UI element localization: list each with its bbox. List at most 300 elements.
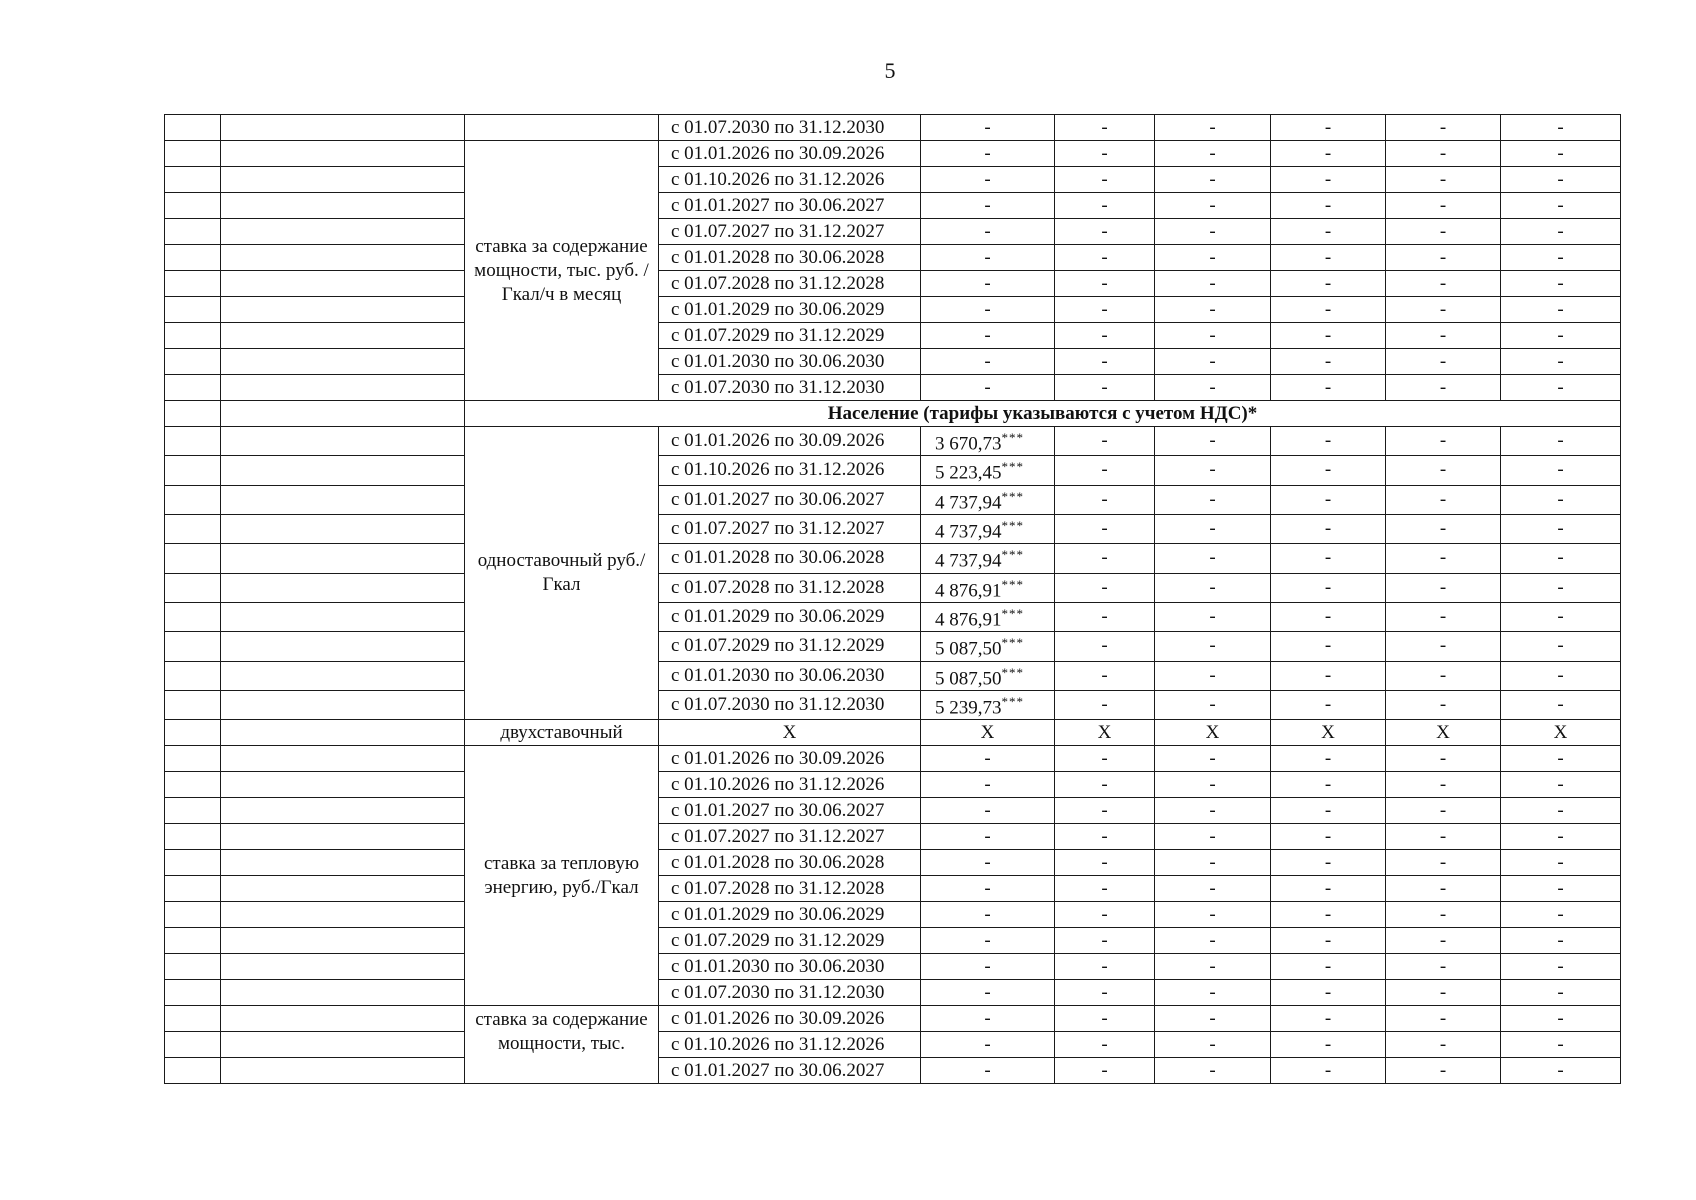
dash-cell: - <box>1055 746 1155 772</box>
dash-cell: - <box>1501 456 1621 485</box>
period-cell: с 01.07.2027 по 31.12.2027 <box>659 219 921 245</box>
organization-cell <box>221 375 465 401</box>
dash-cell: - <box>1155 375 1271 401</box>
dash-cell: - <box>1271 167 1386 193</box>
dash-cell: - <box>1501 1006 1621 1032</box>
dash-cell: - <box>1055 573 1155 602</box>
dash-cell: - <box>1271 798 1386 824</box>
dash-cell: - <box>1501 798 1621 824</box>
dash-cell: - <box>1055 850 1155 876</box>
dash-cell: - <box>1271 602 1386 631</box>
dash-cell: - <box>1155 219 1271 245</box>
dash-cell: - <box>1271 297 1386 323</box>
dash-cell: - <box>1155 690 1271 719</box>
organization-cell <box>221 297 465 323</box>
dash-cell: - <box>1501 746 1621 772</box>
not-applicable-mark: X <box>1501 720 1621 746</box>
dash-cell: - <box>1055 115 1155 141</box>
dash-cell: - <box>1386 632 1501 661</box>
dash-cell: - <box>1501 772 1621 798</box>
dash-cell: - <box>1155 824 1271 850</box>
organization-cell <box>221 115 465 141</box>
table-row <box>165 115 1621 141</box>
table-row <box>165 193 1621 219</box>
dash-cell: - <box>1155 928 1271 954</box>
tariff-value-cell <box>921 544 1055 573</box>
footnote-mark: *** <box>1001 635 1024 651</box>
dash-cell: - <box>1501 902 1621 928</box>
table-row <box>165 772 1621 798</box>
period-cell: с 01.01.2027 по 30.06.2027 <box>659 485 921 514</box>
period-cell: с 01.10.2026 по 31.12.2026 <box>659 167 921 193</box>
table-row <box>165 323 1621 349</box>
footnote-mark: *** <box>1001 459 1024 475</box>
dash-cell: - <box>1271 323 1386 349</box>
dash-cell: - <box>1271 954 1386 980</box>
dash-cell: - <box>921 219 1055 245</box>
table-row <box>165 485 1621 514</box>
dash-cell: - <box>1386 219 1501 245</box>
dash-cell: - <box>1386 167 1501 193</box>
dash-cell: - <box>921 824 1055 850</box>
dash-cell: - <box>1155 167 1271 193</box>
tariff-value: 5 223,45 <box>935 462 1002 484</box>
dash-cell: - <box>1055 456 1155 485</box>
not-applicable-mark: X <box>1386 720 1501 746</box>
organization-cell <box>221 514 465 543</box>
organization-cell <box>221 1006 465 1032</box>
not-applicable-mark: X <box>659 720 921 746</box>
tariff-table <box>164 114 1621 1084</box>
number-cell <box>165 798 221 824</box>
dash-cell: - <box>1155 323 1271 349</box>
table-row <box>165 375 1621 401</box>
number-cell <box>165 1032 221 1058</box>
dash-cell: - <box>1386 824 1501 850</box>
number-cell <box>165 427 221 456</box>
organization-cell <box>221 167 465 193</box>
dash-cell: - <box>1386 271 1501 297</box>
table-row <box>165 1058 1621 1084</box>
period-cell: с 01.01.2028 по 30.06.2028 <box>659 850 921 876</box>
dash-cell: - <box>1055 824 1155 850</box>
dash-cell: - <box>921 1058 1055 1084</box>
period-cell: с 01.07.2030 по 31.12.2030 <box>659 690 921 719</box>
dash-cell: - <box>1055 902 1155 928</box>
dash-cell: - <box>1386 544 1501 573</box>
organization-cell <box>221 349 465 375</box>
tariff-type-label: ставка за содержание мощности, тыс. руб. /Гкал/ч в месяц <box>465 141 659 401</box>
organization-cell <box>221 427 465 456</box>
not-applicable-mark: X <box>921 720 1055 746</box>
number-cell <box>165 349 221 375</box>
dash-cell: - <box>1271 824 1386 850</box>
table-row <box>165 349 1621 375</box>
table-row <box>165 954 1621 980</box>
table-row <box>165 167 1621 193</box>
dash-cell: - <box>1055 514 1155 543</box>
number-cell <box>165 1058 221 1084</box>
number-cell <box>165 456 221 485</box>
dash-cell: - <box>1155 954 1271 980</box>
dash-cell: - <box>1271 141 1386 167</box>
dash-cell: - <box>1155 514 1271 543</box>
dash-cell: - <box>1386 375 1501 401</box>
dash-cell: - <box>1155 1032 1271 1058</box>
dash-cell: - <box>1386 602 1501 631</box>
organization-cell <box>221 798 465 824</box>
dash-cell: - <box>1501 485 1621 514</box>
table-row <box>165 746 1621 772</box>
dash-cell: - <box>921 1006 1055 1032</box>
dash-cell: - <box>1501 850 1621 876</box>
dash-cell: - <box>1155 602 1271 631</box>
tariff-value-cell <box>921 602 1055 631</box>
dash-cell: - <box>1155 573 1271 602</box>
dash-cell: - <box>1501 954 1621 980</box>
dash-cell: - <box>1271 573 1386 602</box>
dash-cell: - <box>1386 1006 1501 1032</box>
dash-cell: - <box>1155 349 1271 375</box>
dash-cell: - <box>1271 485 1386 514</box>
period-cell: с 01.01.2030 по 30.06.2030 <box>659 349 921 375</box>
table-row <box>165 544 1621 573</box>
tariff-value: 4 737,94 <box>935 491 1002 513</box>
dash-cell: - <box>1501 690 1621 719</box>
period-cell: с 01.01.2026 по 30.09.2026 <box>659 746 921 772</box>
number-cell <box>165 271 221 297</box>
organization-cell <box>221 485 465 514</box>
number-cell <box>165 193 221 219</box>
organization-cell <box>221 573 465 602</box>
dash-cell: - <box>1501 271 1621 297</box>
footnote-mark: *** <box>1001 576 1024 592</box>
dash-cell: - <box>1155 980 1271 1006</box>
dash-cell: - <box>1055 427 1155 456</box>
dash-cell: - <box>921 876 1055 902</box>
dash-cell: - <box>1271 902 1386 928</box>
dash-cell: - <box>1155 141 1271 167</box>
table-row <box>165 427 1621 456</box>
dash-cell: - <box>1386 1032 1501 1058</box>
dash-cell: - <box>1155 115 1271 141</box>
dash-cell: - <box>921 928 1055 954</box>
dash-cell: - <box>1155 485 1271 514</box>
dash-cell: - <box>921 850 1055 876</box>
organization-cell <box>221 720 465 746</box>
number-cell <box>165 514 221 543</box>
tariff-value: 4 876,91 <box>935 609 1002 631</box>
dash-cell: - <box>1271 772 1386 798</box>
organization-cell <box>221 219 465 245</box>
number-cell <box>165 115 221 141</box>
table-row <box>165 850 1621 876</box>
dash-cell: - <box>1386 902 1501 928</box>
dash-cell: - <box>1386 850 1501 876</box>
number-cell <box>165 544 221 573</box>
dash-cell: - <box>1055 798 1155 824</box>
number-cell <box>165 401 221 427</box>
dash-cell: - <box>921 1032 1055 1058</box>
dash-cell: - <box>1386 245 1501 271</box>
dash-cell: - <box>1155 427 1271 456</box>
period-cell: с 01.01.2027 по 30.06.2027 <box>659 1058 921 1084</box>
number-cell <box>165 876 221 902</box>
dash-cell: - <box>1055 1006 1155 1032</box>
dash-cell: - <box>1055 485 1155 514</box>
dash-cell: - <box>1501 824 1621 850</box>
dash-cell: - <box>1055 375 1155 401</box>
period-cell: с 01.07.2028 по 31.12.2028 <box>659 573 921 602</box>
dash-cell: - <box>1386 115 1501 141</box>
tariff-value-cell <box>921 573 1055 602</box>
organization-cell <box>221 928 465 954</box>
dash-cell: - <box>1271 928 1386 954</box>
dash-cell: - <box>1155 297 1271 323</box>
tariff-value: 4 876,91 <box>935 579 1002 601</box>
dash-cell: - <box>1155 850 1271 876</box>
period-cell: с 01.07.2030 по 31.12.2030 <box>659 980 921 1006</box>
period-cell: с 01.10.2026 по 31.12.2026 <box>659 772 921 798</box>
dash-cell: - <box>921 271 1055 297</box>
dash-cell: - <box>1055 661 1155 690</box>
table-row <box>165 798 1621 824</box>
dash-cell: - <box>1386 427 1501 456</box>
number-cell <box>165 323 221 349</box>
dash-cell: - <box>1055 1058 1155 1084</box>
number-cell <box>165 297 221 323</box>
dash-cell: - <box>1155 772 1271 798</box>
table-row <box>165 456 1621 485</box>
dash-cell: - <box>1155 876 1271 902</box>
tariff-value: 5 239,73 <box>935 697 1002 719</box>
dash-cell: - <box>1501 167 1621 193</box>
dash-cell: - <box>1271 219 1386 245</box>
table-row <box>165 1032 1621 1058</box>
dash-cell: - <box>1501 349 1621 375</box>
dash-cell: - <box>921 375 1055 401</box>
table-row <box>165 573 1621 602</box>
number-cell <box>165 954 221 980</box>
table-row <box>165 271 1621 297</box>
number-cell <box>165 219 221 245</box>
table-row <box>165 245 1621 271</box>
period-cell: с 01.01.2030 по 30.06.2030 <box>659 954 921 980</box>
dash-cell: - <box>1055 271 1155 297</box>
dash-cell: - <box>1055 323 1155 349</box>
number-cell <box>165 661 221 690</box>
tariff-value-cell <box>921 632 1055 661</box>
footnote-mark: *** <box>1001 693 1024 709</box>
dash-cell: - <box>1501 427 1621 456</box>
number-cell <box>165 1006 221 1032</box>
table-row <box>165 602 1621 631</box>
tariff-value: 4 737,94 <box>935 550 1002 572</box>
organization-cell <box>221 1058 465 1084</box>
period-cell: с 01.07.2027 по 31.12.2027 <box>659 824 921 850</box>
organization-cell <box>221 850 465 876</box>
dash-cell: - <box>1055 167 1155 193</box>
organization-cell <box>221 401 465 427</box>
period-cell: с 01.01.2027 по 30.06.2027 <box>659 193 921 219</box>
period-cell: с 01.01.2029 по 30.06.2029 <box>659 902 921 928</box>
period-cell: с 01.07.2027 по 31.12.2027 <box>659 514 921 543</box>
dash-cell: - <box>1055 219 1155 245</box>
dash-cell: - <box>1271 746 1386 772</box>
organization-cell <box>221 746 465 772</box>
dash-cell: - <box>1386 772 1501 798</box>
dash-cell: - <box>1271 349 1386 375</box>
dash-cell: - <box>1386 928 1501 954</box>
table-row <box>165 297 1621 323</box>
dash-cell: - <box>1271 1006 1386 1032</box>
tariff-value-cell <box>921 661 1055 690</box>
dash-cell: - <box>1271 427 1386 456</box>
number-cell <box>165 485 221 514</box>
period-cell: с 01.07.2029 по 31.12.2029 <box>659 632 921 661</box>
tariff-table-body <box>165 115 1621 1084</box>
dash-cell: - <box>921 902 1055 928</box>
period-cell: с 01.07.2029 по 31.12.2029 <box>659 323 921 349</box>
dash-cell: - <box>1155 746 1271 772</box>
tariff-value-cell <box>921 427 1055 456</box>
number-cell <box>165 824 221 850</box>
tariff-value: 4 737,94 <box>935 521 1002 543</box>
period-cell: с 01.01.2028 по 30.06.2028 <box>659 544 921 573</box>
period-cell: с 01.01.2028 по 30.06.2028 <box>659 245 921 271</box>
tariff-type-label: ставка за содержание мощности, тыс. <box>465 1006 659 1084</box>
dash-cell: - <box>1386 954 1501 980</box>
dash-cell: - <box>1271 375 1386 401</box>
tariff-type-label: одноставочный руб./Гкал <box>465 427 659 720</box>
period-cell: с 01.10.2026 по 31.12.2026 <box>659 1032 921 1058</box>
organization-cell <box>221 271 465 297</box>
footnote-mark: *** <box>1001 517 1024 533</box>
dash-cell: - <box>1501 193 1621 219</box>
dash-cell: - <box>1386 798 1501 824</box>
dash-cell: - <box>1386 876 1501 902</box>
organization-cell <box>221 772 465 798</box>
section-header-population: Население (тарифы указываются с учетом НДС)* <box>465 401 1621 427</box>
number-cell <box>165 928 221 954</box>
dash-cell: - <box>1055 632 1155 661</box>
dash-cell: - <box>1271 850 1386 876</box>
organization-cell <box>221 193 465 219</box>
dash-cell: - <box>1386 690 1501 719</box>
tariff-value: 5 087,50 <box>935 638 1002 660</box>
not-applicable-mark: X <box>1271 720 1386 746</box>
dash-cell: - <box>1155 271 1271 297</box>
period-cell: с 01.01.2030 по 30.06.2030 <box>659 661 921 690</box>
dash-cell: - <box>1501 602 1621 631</box>
number-cell <box>165 772 221 798</box>
dash-cell: - <box>1271 115 1386 141</box>
dash-cell: - <box>1386 193 1501 219</box>
table-row <box>165 720 1621 746</box>
period-cell: с 01.07.2030 по 31.12.2030 <box>659 115 921 141</box>
number-cell <box>165 746 221 772</box>
dash-cell: - <box>1386 661 1501 690</box>
period-cell: с 01.01.2027 по 30.06.2027 <box>659 798 921 824</box>
not-applicable-mark: X <box>1055 720 1155 746</box>
dash-cell: - <box>1271 1032 1386 1058</box>
dash-cell: - <box>1155 902 1271 928</box>
dash-cell: - <box>1155 632 1271 661</box>
period-cell: с 01.01.2029 по 30.06.2029 <box>659 602 921 631</box>
dash-cell: - <box>1271 271 1386 297</box>
table-row <box>165 902 1621 928</box>
dash-cell: - <box>1055 1032 1155 1058</box>
dash-cell: - <box>1501 323 1621 349</box>
dash-cell: - <box>1055 980 1155 1006</box>
dash-cell: - <box>1055 141 1155 167</box>
dash-cell: - <box>1155 456 1271 485</box>
dash-cell: - <box>1501 632 1621 661</box>
dash-cell: - <box>1501 1058 1621 1084</box>
number-cell <box>165 602 221 631</box>
dash-cell: - <box>1386 485 1501 514</box>
period-cell: с 01.07.2029 по 31.12.2029 <box>659 928 921 954</box>
footnote-mark: *** <box>1001 430 1024 445</box>
dash-cell: - <box>1386 980 1501 1006</box>
dash-cell: - <box>921 954 1055 980</box>
table-row <box>165 824 1621 850</box>
footnote-mark: *** <box>1001 605 1024 621</box>
dash-cell: - <box>921 746 1055 772</box>
dash-cell: - <box>1055 690 1155 719</box>
tariff-value: 3 670,73 <box>935 433 1002 455</box>
dash-cell: - <box>1055 349 1155 375</box>
tariff-value-cell <box>921 690 1055 719</box>
dash-cell: - <box>1055 928 1155 954</box>
footnote-mark: *** <box>1001 664 1024 680</box>
number-cell <box>165 850 221 876</box>
dash-cell: - <box>1501 573 1621 602</box>
dash-cell: - <box>921 141 1055 167</box>
dash-cell: - <box>1501 1032 1621 1058</box>
dash-cell: - <box>1271 980 1386 1006</box>
dash-cell: - <box>1501 297 1621 323</box>
dash-cell: - <box>1055 245 1155 271</box>
dash-cell: - <box>1271 544 1386 573</box>
dash-cell: - <box>1501 141 1621 167</box>
organization-cell <box>221 141 465 167</box>
dash-cell: - <box>1055 954 1155 980</box>
organization-cell <box>221 661 465 690</box>
dash-cell: - <box>1501 980 1621 1006</box>
dash-cell: - <box>921 798 1055 824</box>
dash-cell: - <box>1155 245 1271 271</box>
tariff-type-cell <box>465 115 659 141</box>
organization-cell <box>221 824 465 850</box>
dash-cell: - <box>1501 661 1621 690</box>
organization-cell <box>221 632 465 661</box>
dash-cell: - <box>1271 193 1386 219</box>
dash-cell: - <box>1501 876 1621 902</box>
dash-cell: - <box>1386 323 1501 349</box>
dash-cell: - <box>1155 798 1271 824</box>
number-cell <box>165 167 221 193</box>
table-row <box>165 690 1621 719</box>
table-row <box>165 219 1621 245</box>
number-cell <box>165 245 221 271</box>
dash-cell: - <box>1386 1058 1501 1084</box>
dash-cell: - <box>1155 1058 1271 1084</box>
dash-cell: - <box>1055 876 1155 902</box>
dash-cell: - <box>1386 573 1501 602</box>
table-row <box>165 876 1621 902</box>
period-cell: с 01.01.2026 по 30.09.2026 <box>659 1006 921 1032</box>
